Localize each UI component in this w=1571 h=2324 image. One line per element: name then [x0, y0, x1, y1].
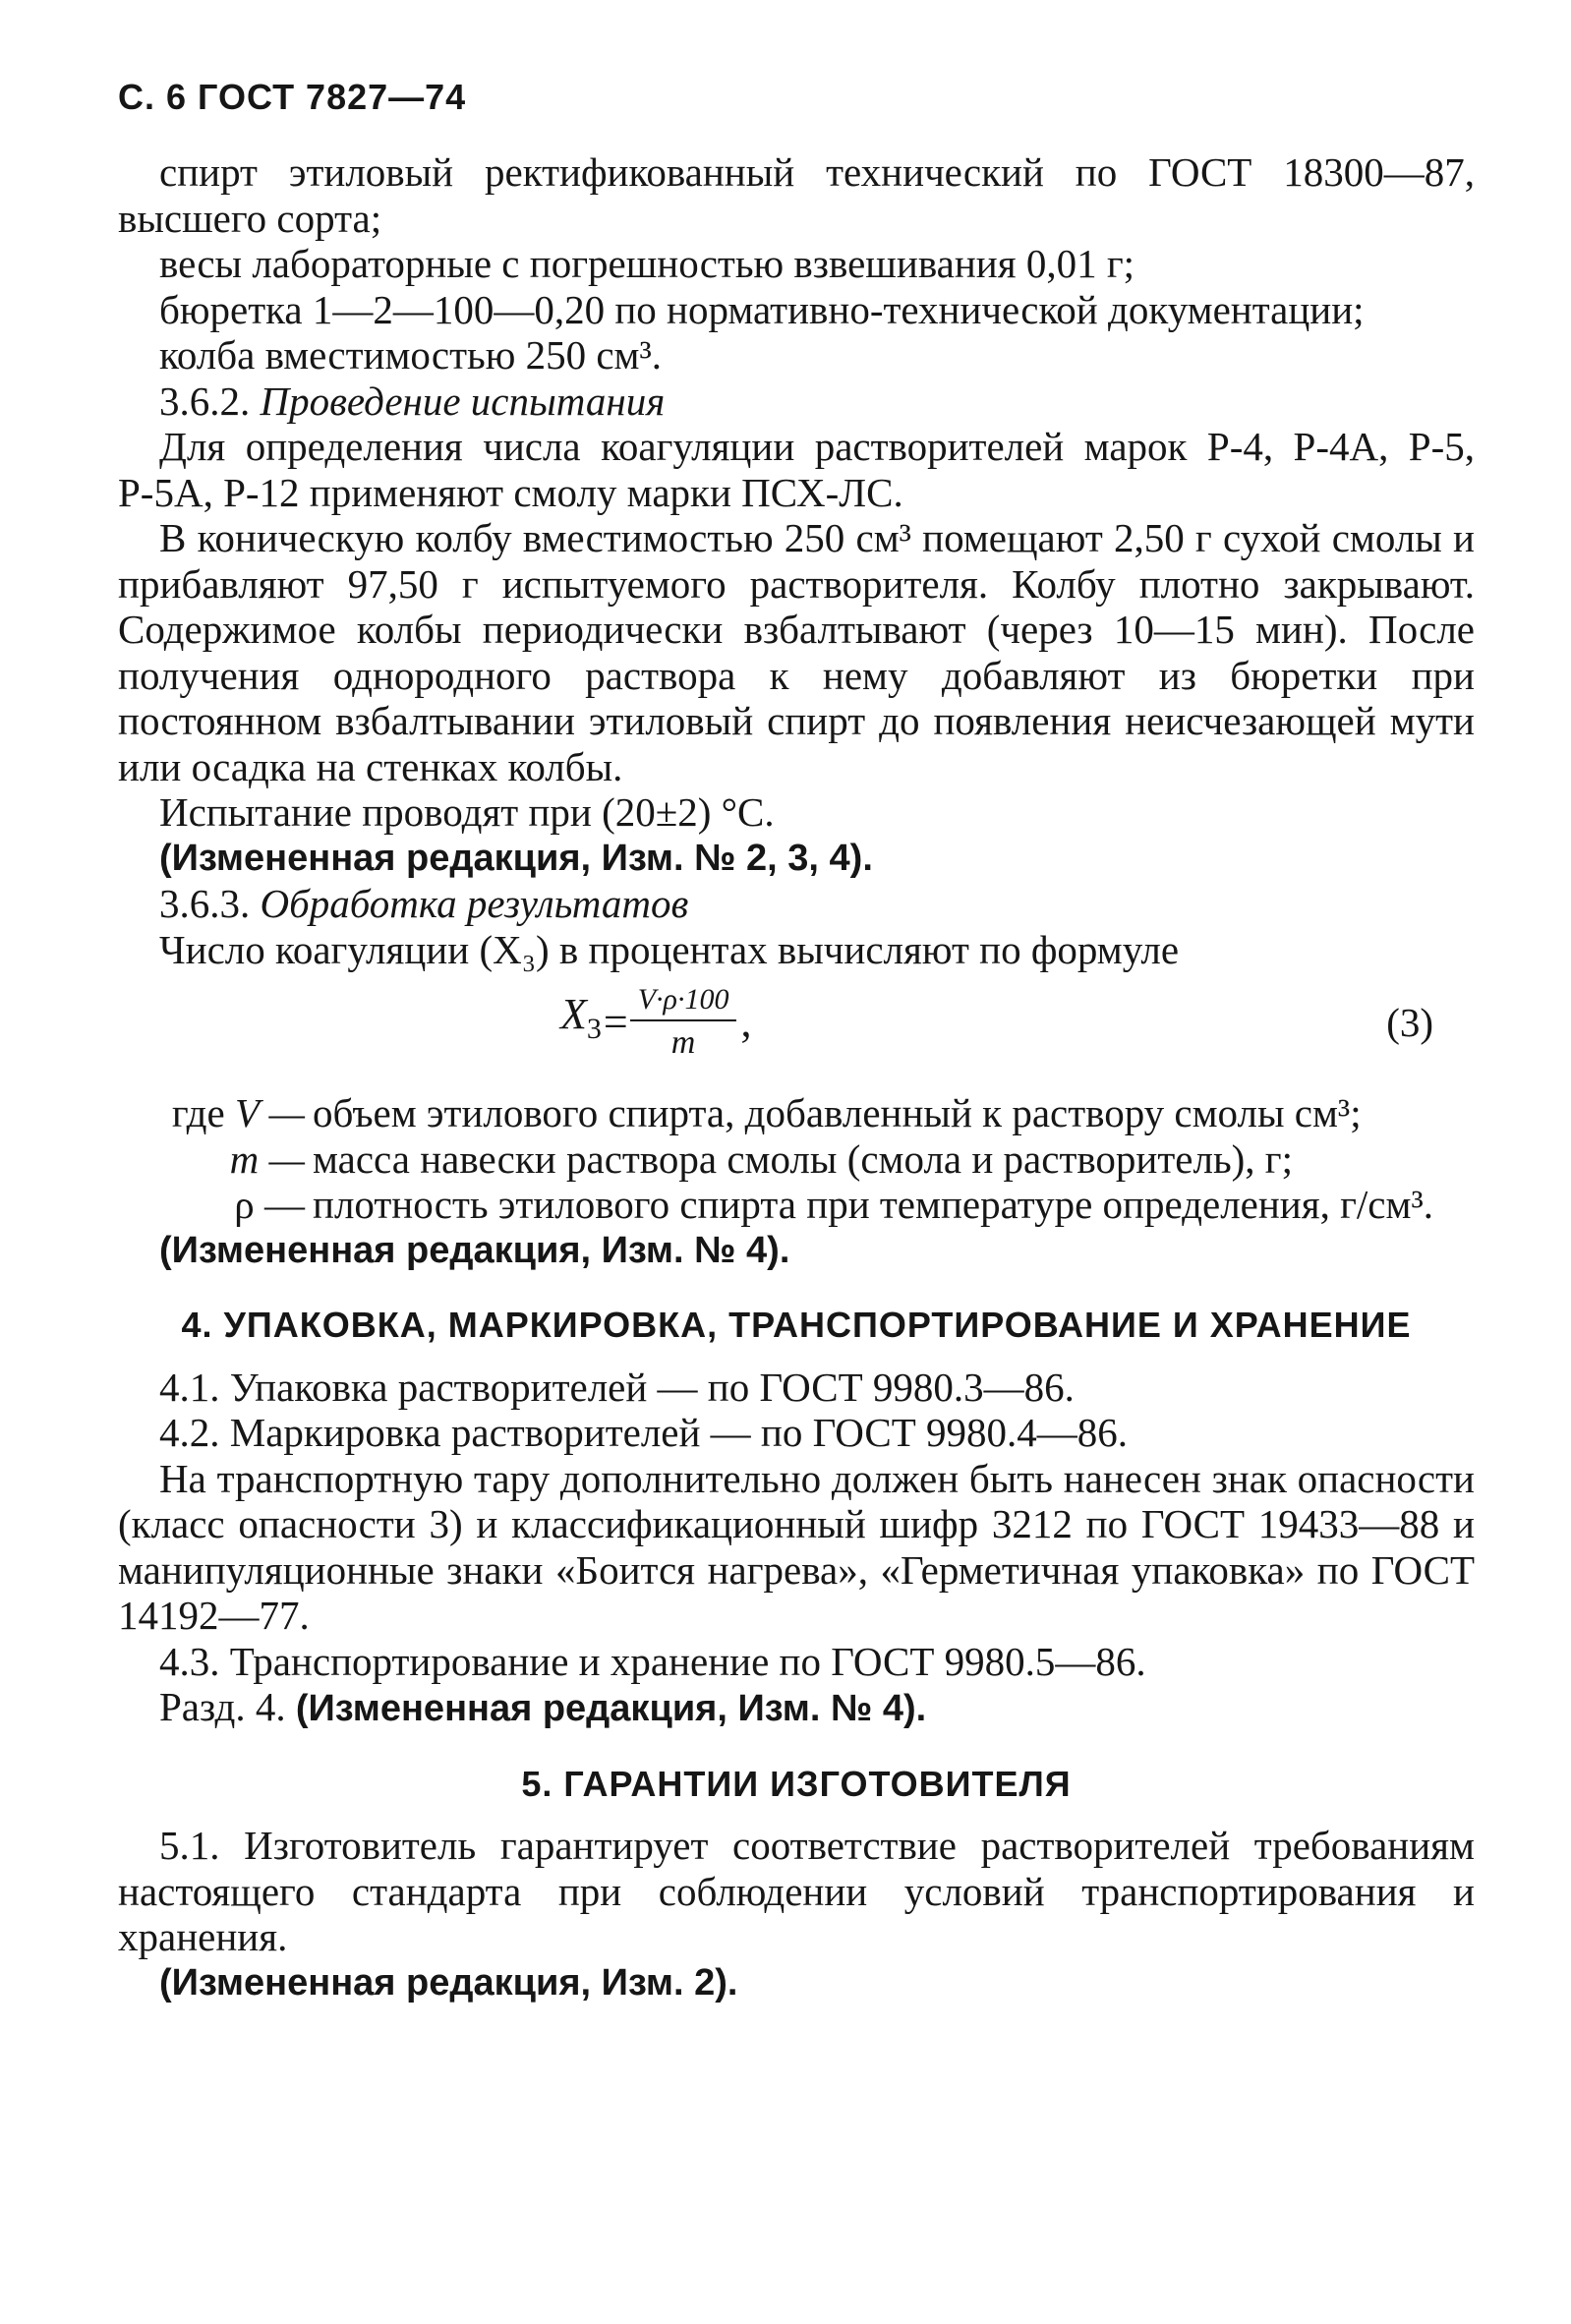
definition-v-text: объем этилового спирта, добавленный к раствору смолы см³; [313, 1090, 1362, 1135]
definition-m-text: масса навески раствора смолы (смола и растворитель), г; [313, 1135, 1294, 1182]
test-paragraph-2: В коническую колбу вместимостью 250 см³ помещают 2,50 г сухой смолы и прибавляют 97,50 г испытуемого растворителя. Колбу плотно закрывают. Содержимое колбы периодически взбалтывают (через 10—15 мин). После получения однородного раствора к нему добавляют из бюретки при постоянном взбалтывании этиловый спирт до появления неисчезающей мути или осадка на стенках колбы. [118, 515, 1475, 789]
section-4-title: 4. УПАКОВКА, МАРКИРОВКА, ТРАНСПОРТИРОВАНИЕ И ХРАНЕНИЕ [181, 1305, 1412, 1345]
test-paragraph-1: Для определения числа коагуляции растворителей марок Р-4, Р-4А, Р-5, Р-5А, Р-12 применяют смолу марки ПСХ-ЛС. [118, 424, 1475, 515]
definition-m-symbol: m — [229, 1135, 305, 1182]
section-4-amendment-text: (Измененная редакция, Изм. № 4). [295, 1688, 927, 1729]
definition-m [118, 1136, 1475, 1183]
formula-lhs-symbol: X [560, 990, 587, 1039]
definition-v-symbol: V — [234, 1090, 305, 1135]
formula-equals: = [603, 997, 628, 1046]
definition-rho-text: плотность этилового спирта при температуре определения, г/см³. [313, 1182, 1433, 1227]
page-header: С. 6 ГОСТ 7827—74 [118, 77, 467, 117]
amendment-note-1: (Измененная редакция, Изм. № 2, 3, 4). [159, 837, 873, 879]
definition-rho-symbol: ρ — [234, 1182, 305, 1227]
equipment-flask: колба вместимостью 250 см³. [159, 332, 663, 378]
subsection-3-6-2-number: 3.6.2. [159, 378, 251, 424]
clause-5-1: 5.1. Изготовитель гарантирует соответствие растворителей требованиям настоящего стандарта при соблюдении условий транспортирования и хранения. [118, 1823, 1475, 1959]
clause-4-2: 4.2. Маркировка растворителей — по ГОСТ 9980.4—86. [159, 1410, 1129, 1455]
section-5-amendment: (Измененная редакция, Изм. 2). [159, 1961, 738, 2004]
test-paragraph-3: Испытание проводят при (20±2) °С. [159, 789, 775, 835]
clause-4-2-marking: На транспортную тару дополнительно должен быть нанесен знак опасности (класс опасности 3) и классификационный шифр 3212 по ГОСТ 19433—88 и манипуляционные знаки «Боится нагрева», «Герметичная упаковка» по ГОСТ 14192—77. [118, 1455, 1475, 1638]
document-body [118, 149, 1475, 2005]
definition-v [118, 1090, 1475, 1136]
formula-fraction [630, 980, 737, 1065]
formula-denominator: m [670, 1024, 696, 1061]
subsection-3-6-2-heading [118, 378, 1475, 425]
equipment-scales: весы лабораторные с погрешностью взвешивания 0,01 г; [159, 241, 1135, 286]
formula-comma: , [740, 997, 752, 1046]
formula-block [118, 976, 1475, 1084]
formula-lhs-subscript: 3 [586, 1013, 602, 1046]
formula-intro: Число коагуляции (X₃) в процентах вычисляют по формуле [159, 926, 1180, 972]
clause-4-1: 4.1. Упаковка растворителей — по ГОСТ 9980.3—86. [159, 1364, 1075, 1410]
definition-where: где [171, 1090, 225, 1135]
subsection-3-6-3-heading [118, 881, 1475, 927]
definition-rho [118, 1182, 1475, 1228]
formula [560, 980, 751, 1065]
equipment-burette: бюретка 1—2—100—0,20 по нормативно-технической документации; [159, 286, 1365, 332]
formula-number: (3) [1386, 1000, 1433, 1045]
amendment-note-2: (Измененная редакция, Изм. № 4). [159, 1229, 790, 1271]
clause-4-3: 4.3. Транспортирование и хранение по ГОСТ 9980.5—86. [159, 1638, 1146, 1684]
subsection-3-6-3-number: 3.6.3. [159, 881, 251, 926]
subsection-3-6-2-title: Проведение испытания [260, 378, 666, 424]
reagent-ethanol: спирт этиловый ректификованный технический по ГОСТ 18300—87, высшего сорта; [118, 149, 1475, 241]
formula-numerator: V·ρ·100 [630, 980, 737, 1021]
section-4-amendment [118, 1684, 1475, 1732]
section-5-title: 5. ГАРАНТИИ ИЗГОТОВИТЕЛЯ [521, 1763, 1072, 1804]
formula-lhs [560, 992, 602, 1052]
formula-definitions [118, 1090, 1475, 1228]
section-4-amendment-prefix: Разд. 4. [159, 1684, 286, 1729]
subsection-3-6-3-title: Обработка результатов [260, 881, 689, 926]
definition-symbol [118, 1090, 305, 1136]
